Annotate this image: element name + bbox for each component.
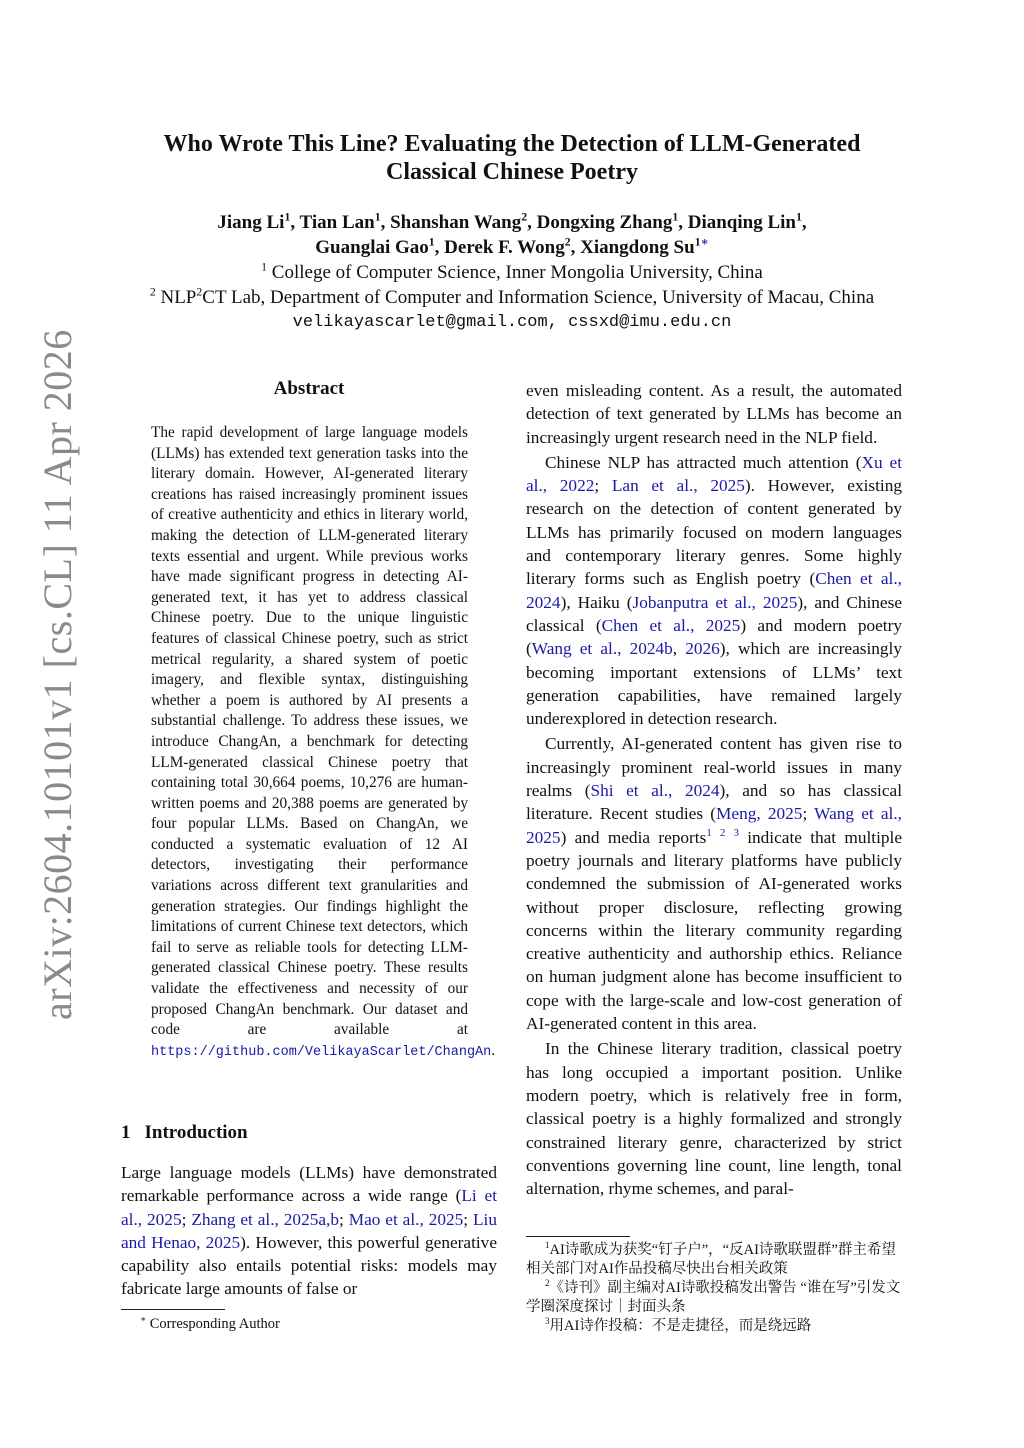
citation-link[interactable]: Lan et al., 2025 (611, 476, 745, 496)
author-name: Dongxing Zhang (536, 212, 673, 233)
author-name: Derek F. Wong (444, 237, 565, 258)
author-line-2: Guanglai Gao$^1$, Derek F. Wong$^2$, Xiangdong $Su^{1∗}$ (315, 235, 709, 258)
author-name: Guanglai Gao (315, 237, 429, 258)
footnote-corresponding: ∗ Corresponding Author (140, 1314, 280, 1332)
body-paragraph: even misleading content. As a result, the automated detection of text generated by LLMs has become an increasingly urgent research need in the NLP field. (526, 381, 902, 447)
citation-link[interactable]: Shi et al., 2024 (590, 781, 720, 801)
citation-link[interactable]: Chen et al., 2025 (601, 615, 741, 635)
author-line-1: Jiang Li$^1$, Tian Lan$^1$, Shanshan Wang$^2$, Dongxing Zhang$^1$, Dianqing Lin$^1$, (217, 210, 807, 233)
abstract-link[interactable]: https://github.com/VelikayaScarlet/ChangAn (151, 1044, 492, 1060)
citation-link[interactable]: Wang et al., 2025 (526, 804, 903, 847)
body-paragraph: Currently, AI-generated content has given rise to increasingly prominent real-world issues in many realms (Shi et al., 2024), and so has classical literature. Recent studies (Meng, 2025; Wang et al., 2025) and media reports$^1$ $^2$ $^3$ indicate that multiple poetry journals and literary platforms have publicly condemned the submission of AI-generated works without proper disclosure, reflecting growing concerns within the literary community regarding creative authenticity and authorship ethics. Reliance on human judgment alone has become insufficient to cope with the large-scale and low-cost generation of AI-generated content in this area. (526, 734, 903, 1034)
citation-link[interactable]: Chen et al., 2024 (526, 569, 902, 612)
author-name: Dianqing Lin (687, 212, 796, 233)
body-paragraph: In the Chinese literary tradition, classical poetry has long occupied a important position. Unlike modern poetry, which is relatively free in form, classical poetry is a highly formalized and strongly constrained literary genre, characterized by strict conventions governing line count, line length, tonal alternation, rhyme schemes, and paral- (526, 1039, 902, 1199)
body-paragraph: Chinese NLP has attracted much attention (Xu et al., 2022; Lan et al., 2025). However, existing research on the detection of content generated by LLMs has primarily focused on modern languages and contemporary literary genres. Some highly literary forms such as English poetry (Chen et al., 2024), Haiku (Jobanputra et al., 2025), and Chinese classical (Chen et al., 2025) and modern poetry (Wang et al., 2024b, 2026), which are increasingly becoming important extensions of LLMs’ text generation capabilities, have remained largely underexplored in detection research. (526, 452, 903, 729)
citation-link[interactable]: Liu and Henao, 2025 (121, 1209, 497, 1252)
abstract-heading: Abstract (273, 378, 345, 399)
title-line-2: Classical Chinese Poetry (386, 159, 638, 185)
footnote-item: $^3$用AI诗作投稿：不是走捷径，而是绕远路 (545, 1316, 812, 1334)
abstract-body: The rapid development of large language models (LLMs) has extended text generation tasks into the literary domain. However, AI-generated literary creations has raised increasingly prominent issues of creative authenticity and ethics in literary world, making the detection of LLM-generated literary texts essential and urgent. While previous works have made significant progress in detecting AI-generated text, it has yet to address classical Chinese poetry. Due to the unique linguistic features of classical Chinese poetry, such as strict metrical regularity, a shared system of poetic imagery, and flexible syntax, distinguishing whether a poem is authored by AI presents a substantial challenge. To address these issues, we introduce ChangAn, a benchmark for detecting LLM-generated classical Chinese poetry that containing total 30,664 poems, 10,276 are human-written poems and 20,388 poems are generated by four popular LLMs. Based on ChangAn, we conducted a systematic evaluation of 12 AI detectors, investigating their performance variations across different text granularities and generation strategies. Our findings highlight the limitations of current Chinese text detectors, which fail to serve as reliable tools for detecting LLM-generated classical Chinese poetry. These results validate the effectiveness and necessity of our proposed ChangAn benchmark. Our dataset and code are available at https://github.com/VelikayaScarlet/ChangAn. (151, 424, 496, 1060)
author-name: Shanshan Wang (390, 212, 522, 233)
section-heading: 1 Introduction (121, 1122, 248, 1143)
abstract-text: The rapid development of large language models (LLMs) has extended text generation tasks into the literary domain. However, AI-generated literary creations has raised increasingly prominent issues of creative authenticity and ethics in literary world, making the detection of LLM-generated literary texts essential and urgent. While previous works have made significant progress in detecting AI-generated text, it has yet to address classical Chinese poetry. Due to the unique linguistic features of classical Chinese poetry, such as strict metrical regularity, a shared system of poetic imagery, and flexible syntax, distinguishing whether a poem is authored by AI presents a substantial challenge. To address these issues, we introduce ChangAn, a benchmark for detecting LLM-generated classical Chinese poetry that containing total 30,664 poems, 10,276 are human-written poems and 20,388 poems are generated by four popular LLMs. Based on ChangAn, we conducted a systematic evaluation of 12 AI detectors, investigating their performance variations across different text granularities and generation strategies. Our findings highlight the limitations of current Chinese text detectors, which fail to serve as reliable tools for detecting LLM-generated classical Chinese poetry. These results validate the effectiveness and necessity of our proposed ChangAn benchmark. Our dataset and code are available at (151, 424, 468, 1039)
affiliation-2: $^2$ NLP$^2$CT Lab, Department of Computer and Information Science, University of Macau, China (149, 285, 875, 308)
citation-link[interactable]: Jobanputra et al., 2025 (632, 592, 798, 612)
citation-link[interactable]: Zhang et al., 2025a,b (191, 1209, 339, 1229)
citation-link[interactable]: Wang et al., 2024b (531, 639, 673, 659)
title-line-1: Who Wrote This Line? Evaluating the Detection of LLM-Generated (163, 131, 861, 157)
citation-link[interactable]: Xu et al., 2022 (526, 452, 903, 496)
footnote-rule-right (526, 1236, 630, 1237)
citation-link[interactable]: Li et al., 2025 (121, 1186, 497, 1229)
footnotes-right (526, 1241, 902, 1336)
author-name: Tian Lan (299, 212, 375, 233)
arxiv-identifier: arXiv:2604.10101v1 [cs.CL] 11 Apr 2026 (35, 329, 80, 1020)
intro-paragraph-left: Large language models (LLMs) have demonstrated remarkable performance across a wide range (Li et al., 2025; Zhang et al., 2025a,b; Mao et al., 2025; Liu and Henao, 2025). However, this powerful generative capability also entails potential risks: models may fabricate large amounts of false or (121, 1163, 497, 1299)
footnote-item: $^2$《诗刊》副主编对AI诗歌投稿发出警告 “谁在写”引发文学圈深度探讨｜封面头条 (526, 1278, 901, 1315)
footnote-item: $^1$AI诗歌成为获奖“钉子户”，“反AI诗歌联盟群”群主希望相关部门对AI作品投稿尽快出台相关政策 (526, 1240, 896, 1277)
footnote-marker[interactable]: 1 (706, 826, 712, 839)
author-name: Jiang Li (217, 212, 285, 233)
author-emails: velikayascarlet@gmail.com, cssxd@imu.edu.cn (292, 313, 732, 332)
citation-link[interactable]: 2026 (685, 639, 720, 659)
footnote-rule-left (121, 1309, 225, 1310)
author-block (60, 210, 964, 335)
citation-link[interactable]: Meng, 2025 (716, 804, 803, 824)
author-name: Xiangdong Su (580, 237, 695, 258)
affiliation-1: $^1$ College of Computer Science, Inner Mongolia University, China (261, 260, 763, 283)
footnote-marker[interactable]: 2 (719, 826, 726, 839)
citation-link[interactable]: Mao et al., 2025 (348, 1209, 464, 1229)
paper-title (100, 130, 924, 186)
right-column-text (526, 379, 902, 1200)
footnote-marker[interactable]: 3 (733, 826, 739, 839)
